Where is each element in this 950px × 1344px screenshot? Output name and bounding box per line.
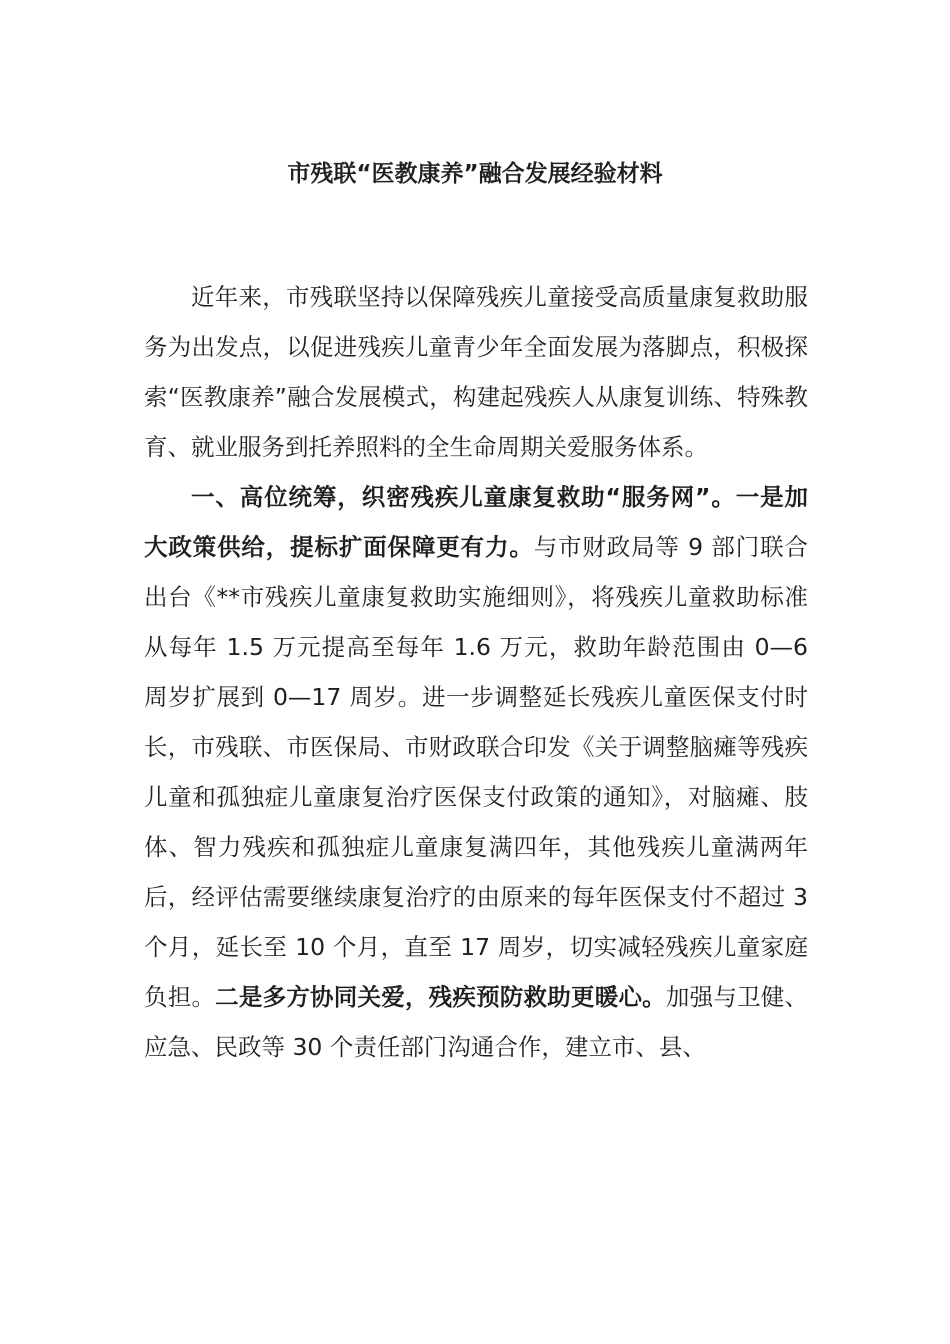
section-heading: 一、高位统筹，织密残疾儿童康复救助“服务网”。 bbox=[191, 483, 736, 511]
intro-paragraph: 近年来，市残联坚持以保障残疾儿童接受高质量康复救助服务为出发点，以促进残疾儿童青少年全面发展为落脚点，积极探索“医教康养”融合发展模式，构建起残疾人从康复训练、特殊教育、就业服务到托养照料的全生命周期关爱服务体系。 bbox=[144, 283, 808, 461]
document-body bbox=[144, 272, 808, 1072]
point-one-text: 与市财政局等 9 部门联合出台《**市残疾儿童康复救助实施细则》，将残疾儿童救助标准从每年 1.5 万元提高至每年 1.6 万元，救助年龄范围由 0—6 周岁扩展到 0—17 周岁。进一步调整延长残疾儿童医保支付时长，市残联、市医保局、市财政联合印发《关于调整脑瘫等残疾儿童和孤独症儿童康复治疗医保支付政策的通知》，对脑瘫、肢体、智力残疾和孤独症儿童康复满四年，其他残疾儿童满两年后，经评估需要继续康复治疗的由原来的每年医保支付不超过 3 个月，延长至 10 个月，直至 17 周岁，切实减轻残疾儿童家庭负担。 bbox=[144, 533, 808, 1011]
point-two-heading: 二是多方协同关爱，残疾预防救助更暖心。 bbox=[215, 983, 666, 1011]
point-two-text: 加强与卫健、应急、民政等 30 个责任部门沟通合作，建立市、县、 bbox=[144, 983, 809, 1061]
section-paragraph bbox=[144, 472, 808, 1072]
point-one-heading: 一是加大政策供给，提标扩面保障更有力。 bbox=[144, 483, 809, 561]
document-title: 市残联“医教康养”融合发展经验材料 bbox=[287, 161, 663, 187]
